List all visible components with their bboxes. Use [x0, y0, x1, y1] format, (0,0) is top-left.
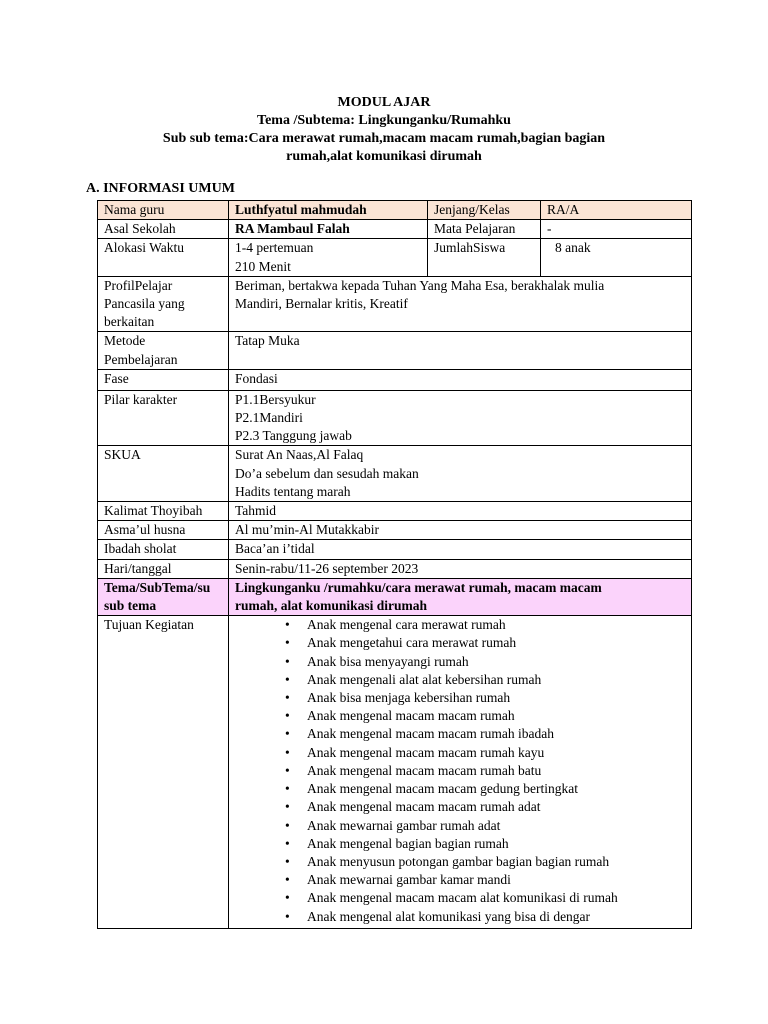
table-row — [98, 559, 692, 578]
pilar-karakter-value — [229, 390, 692, 446]
tujuan-kegiatan-label: Tujuan Kegiatan — [98, 616, 229, 928]
list-item: • Anak mengenal alat komunikasi yang bisa di dengar — [235, 908, 685, 926]
informasi-umum-table — [97, 200, 692, 929]
list-item: • Anak bisa menjaga kebersihan rumah — [235, 689, 685, 707]
label-line: sub tema — [104, 598, 157, 614]
mata-pelajaran-label: Mata Pelajaran — [428, 220, 541, 239]
list-item: • Anak mengenal macam macam rumah kayu — [235, 744, 685, 762]
fase-label: Fase — [98, 369, 229, 390]
pilar-karakter-label: Pilar karakter — [98, 390, 229, 446]
pilar-line: P2.3 Tanggung jawab — [235, 428, 352, 444]
list-item: • Anak mengenal macam macam alat komunikasi di rumah — [235, 889, 685, 907]
list-item: • Anak mengenal macam macam rumah batu — [235, 762, 685, 780]
hari-tanggal-value: Senin-rabu/11-26 september 2023 — [229, 559, 692, 578]
asmaul-husna-label: Asma’ul husna — [98, 521, 229, 540]
asal-sekolah-label: Asal Sekolah — [98, 220, 229, 239]
profil-pelajar-value — [229, 276, 692, 332]
asmaul-husna-value: Al mu’min-Al Mutakkabir — [229, 521, 692, 540]
document-title: MODUL AJAR — [337, 95, 431, 110]
value-line: Beriman, bertakwa kepada Tuhan Yang Maha Esa, berakhalak mulia — [235, 277, 605, 293]
kalimat-thoyibah-value: Tahmid — [229, 502, 692, 521]
table-row — [98, 616, 692, 928]
list-item: • Anak mengenal macam macam rumah ibadah — [235, 725, 685, 743]
hari-tanggal-label: Hari/tanggal — [98, 559, 229, 578]
skua-value — [229, 446, 692, 502]
table-row — [98, 220, 692, 239]
metode-label — [98, 332, 229, 369]
list-item: • Anak mengenal cara merawat rumah — [235, 616, 685, 634]
ibadah-sholat-label: Ibadah sholat — [98, 540, 229, 559]
sub-sub-tema-line-2: rumah,alat komunikasi dirumah — [286, 149, 482, 164]
kalimat-thoyibah-label: Kalimat Thoyibah — [98, 502, 229, 521]
list-item: • Anak bisa menyayangi rumah — [235, 653, 685, 671]
list-item: • Anak mengetahui cara merawat rumah — [235, 634, 685, 652]
table-row — [98, 521, 692, 540]
tema-subtema-label — [98, 578, 229, 615]
alokasi-line: 1-4 pertemuan — [235, 240, 314, 256]
alokasi-waktu-label: Alokasi Waktu — [98, 239, 229, 276]
asal-sekolah-value: RA Mambaul Falah — [229, 220, 428, 239]
alokasi-line: 210 Menit — [235, 258, 291, 274]
metode-value: Tatap Muka — [229, 332, 692, 369]
pilar-line: P2.1Mandiri — [235, 410, 303, 426]
sub-sub-tema-line-1: Sub sub tema:Cara merawat rumah,macam macam rumah,bagian bagian — [162, 131, 606, 146]
table-row — [98, 369, 692, 390]
list-item: • Anak mengenal macam macam rumah — [235, 707, 685, 725]
list-item: • Anak mengenal macam macam gedung bertingkat — [235, 780, 685, 798]
nama-guru-value: Luthfyatul mahmudah — [229, 201, 428, 220]
table-row — [98, 502, 692, 521]
skua-line: Do’a sebelum dan sesudah makan — [235, 465, 419, 481]
table-row — [98, 201, 692, 220]
table-row — [98, 540, 692, 559]
table-row — [98, 239, 692, 276]
ibadah-sholat-value: Baca’an i’tidal — [229, 540, 692, 559]
tujuan-kegiatan-value — [229, 616, 692, 928]
skua-line: Surat An Naas,Al Falaq — [235, 447, 364, 463]
tema-subtema-value — [229, 578, 692, 615]
list-item: • Anak mengenal macam macam rumah adat — [235, 798, 685, 816]
tujuan-list — [235, 616, 685, 925]
alokasi-waktu-value — [229, 239, 428, 276]
label-line: ProfilPelajar — [104, 277, 173, 293]
table-row — [98, 446, 692, 502]
fase-value: Fondasi — [229, 369, 692, 390]
label-line: Tema/SubTema/su — [104, 579, 211, 595]
list-item: • Anak mengenali alat alat kebersihan rumah — [235, 671, 685, 689]
list-item: • Anak mengenal bagian bagian rumah — [235, 835, 685, 853]
value-line: Lingkunganku /rumahku/cara merawat rumah, macam macam — [235, 579, 602, 595]
skua-line: Hadits tentang marah — [235, 483, 351, 499]
jumlah-siswa-label: JumlahSiswa — [428, 239, 541, 276]
table-row — [98, 332, 692, 369]
table-row — [98, 390, 692, 446]
label-line: Pembelajaran — [104, 351, 178, 367]
tema-subtema-line: Tema /Subtema: Lingkunganku/Rumahku — [257, 113, 511, 128]
section-title: A. INFORMASI UMUM — [86, 181, 235, 196]
list-item: • Anak mewarnai gambar kamar mandi — [235, 871, 685, 889]
jenjang-value: RA/A — [541, 201, 692, 220]
list-item: • Anak menyusun potongan gambar bagian bagian rumah — [235, 853, 685, 871]
list-item: • Anak mewarnai gambar rumah adat — [235, 817, 685, 835]
nama-guru-label: Nama guru — [98, 201, 229, 220]
jumlah-siswa-value: 8 anak — [541, 239, 692, 276]
pilar-line: P1.1Bersyukur — [235, 391, 316, 407]
jenjang-label: Jenjang/Kelas — [428, 201, 541, 220]
table-row — [98, 578, 692, 615]
label-line: Metode — [104, 333, 146, 349]
value-line: Mandiri, Bernalar kritis, Kreatif — [235, 296, 408, 312]
skua-label: SKUA — [98, 446, 229, 502]
profil-pelajar-label — [98, 276, 229, 332]
table-row — [98, 276, 692, 332]
value-line: rumah, alat komunikasi dirumah — [235, 598, 428, 614]
label-line: berkaitan — [104, 314, 155, 330]
mata-pelajaran-value: - — [541, 220, 692, 239]
label-line: Pancasila yang — [104, 296, 185, 312]
